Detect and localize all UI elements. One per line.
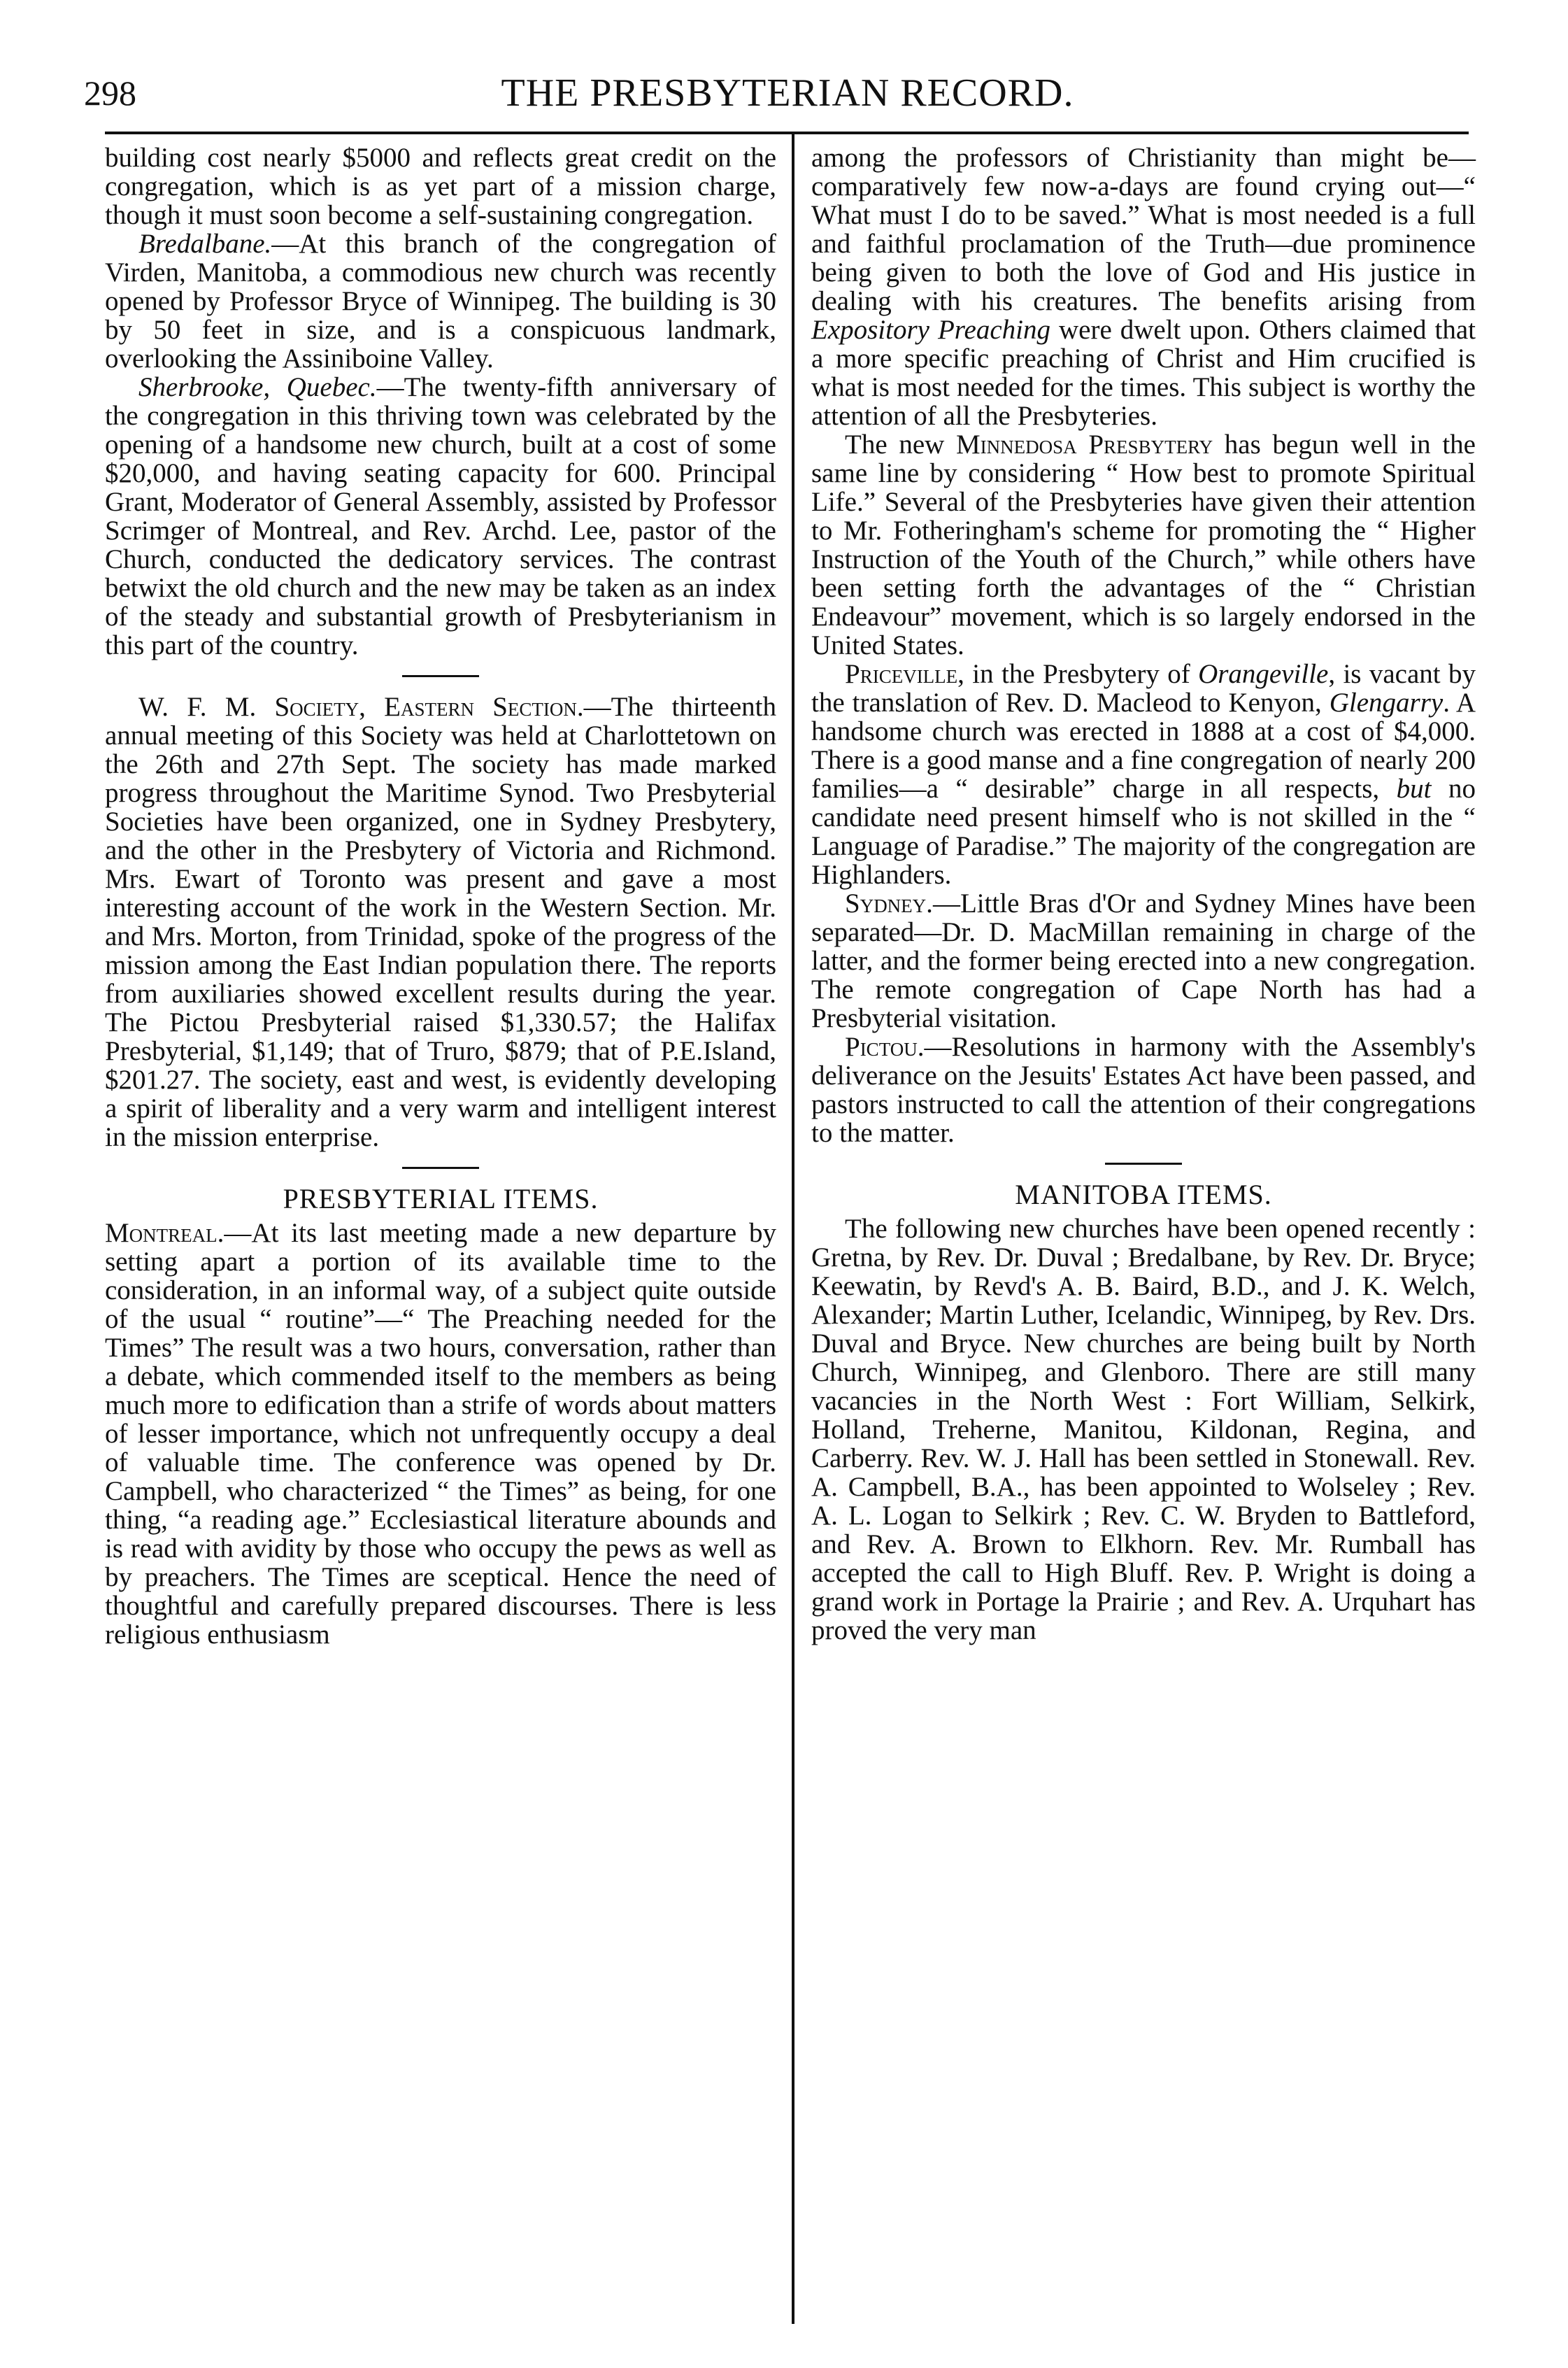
left-column <box>105 143 776 1649</box>
article-paragraph: The new Minnedosa Presbytery has begun well in the same line by considering “ How best to promote Spiritual Life.” Several of the Presbyteries have given their attention to Mr. Fotheringham's scheme for promoting the “ Higher Instruction of the Youth of the Church,” while others have been setting forth the advantages of the “ Christian Endeavour” movement, which is so largely endorsed in the United States. <box>811 430 1476 660</box>
article-paragraph: Pictou.—Resolutions in harmony with the Assembly's deliverance on the Jesuits' Estates Act have been passed, and pastors instructed to call the attention of their congregations to the matter. <box>811 1032 1476 1148</box>
article-paragraph: Sydney.—Little Bras d'Or and Sydney Mines have been separated—Dr. D. MacMillan remaining in charge of the latter, and the former being erected into a new congregation. The remote congregation of Cape North has had a Presbyterial visitation. <box>811 888 1476 1033</box>
section-rule <box>402 1167 479 1169</box>
place-name: Sydney. <box>845 888 933 919</box>
article-paragraph: The following new churches have been opened recently : Gretna, by Rev. Dr. Duval ; Bredalbane, by Rev. Dr. Bryce; Keewatin, by Revd's A. B. Baird, B.D., and J. K. Welch, Alexander; Martin Luther, Icelandic, Winnipeg, by Rev. Drs. Duval and Bryce. New churches are being built by North Church, Winnipeg, and Glenboro. There are still many vacancies in the North West : Fort William, Selkirk, Holland, Treherne, Manitou, Kildonan, Regina, and Carberry. Rev. W. J. Hall has been settled in Stonewall. Rev. A. Campbell, B.A., has been appointed to Wolseley ; Rev. A. L. Logan to Selkirk ; Rev. C. W. Bryden to Battleford, and Rev. A. Brown to Elkhorn. Rev. Mr. Rumball has accepted the call to High Bluff. Rev. P. Wright is doing a grand work in Portage la Prairie ; and Rev. A. Urquhart has proved the very man <box>811 1214 1476 1645</box>
place-name: Montreal. <box>105 1218 224 1248</box>
column-divider <box>792 134 794 2324</box>
article-paragraph: Sherbrooke, Quebec.—The twenty-fifth anniversary of the congregation in this thriving town was celebrated by the opening of a handsome new church, built at a cost of some $20,000, and having seating capacity for 600. Principal Grant, Moderator of General Assembly, assisted by Professor Scrimger of Montreal, and Rev. Archd. Lee, pastor of the Church, conducted the dedicatory services. The contrast betwixt the old church and the new may be taken as an index of the steady and substantial growth of Presbyterianism in this part of the country. <box>105 372 776 660</box>
article-paragraph: among the professors of Christianity than might be—comparatively few now-a-days are found crying out—“ What must I do to be saved.” What is most needed is a full and faithful proclamation of the Truth—due prominence being given to both the love of God and His justice in dealing with his creatures. The benefits arising from Expository Preaching were dwelt upon. Others claimed that a more specific preaching of Christ and Him crucified is what is most needed for the times. This subject is worthy the attention of all the Presbyteries. <box>811 143 1476 431</box>
running-title: THE PRESBYTERIAN RECORD. <box>501 71 1074 115</box>
article-paragraph: Priceville, in the Presbytery of Orangeville, is vacant by the translation of Rev. D. Macleod to Kenyon, Glengarry. A handsome church was erected in 1888 at a cost of $4,000. There is a good manse and a fine congregation of nearly 200 families—a “ desirable” charge in all respects, but no candidate need present himself who is not skilled in the “ Language of Paradise.” The majority of the congregation are Highlanders. <box>811 659 1476 890</box>
section-heading-presbyterial-items: PRESBYTERIAL ITEMS. <box>283 1183 599 1214</box>
place-name: Bredalbane. <box>138 229 272 259</box>
right-column <box>811 143 1476 1645</box>
page-number: 298 <box>84 73 136 113</box>
section-heading-manitoba-items: MANITOBA ITEMS. <box>1015 1179 1272 1210</box>
article-paragraph: Bredalbane.—At this branch of the congregation of Virden, Manitoba, a commodious new church was recently opened by Professor Bryce of Winnipeg. The building is 30 by 50 feet in size, and is a conspicuous landmark, overlooking the Assiniboine Valley. <box>105 229 776 374</box>
article-paragraph: building cost nearly $5000 and reflects great credit on the congregation, which is as yet part of a mission charge, though it must soon become a self-sustaining congregation. <box>105 143 776 230</box>
article-paragraph: Montreal.—At its last meeting made a new departure by setting apart a portion of its available time to the consideration, in an informal way, of a subject quite outside of the usual “ routine”—“ The Preaching needed for the Times” The result was a two hours, conversation, rather than a debate, which commended itself to the members as being much more to edification than a strife of words about matters of lesser importance, which not unfrequently occupy a deal of valuable time. The conference was opened by Dr. Campbell, who characterized “ the Times” as being, for one thing, “a reading age.” Ecclesiastical literature abounds and is read with avidity by those who occupy the pews as well as by preachers. The Times are sceptical. Hence the need of thoughtful and carefully prepared discourses. There is less religious enthusiasm <box>105 1218 776 1650</box>
place-name: Pictou. <box>845 1032 925 1062</box>
place-name: Priceville <box>845 659 958 689</box>
section-rule <box>1105 1163 1182 1165</box>
presbytery-name: Minnedosa Presbytery <box>956 430 1213 460</box>
page-header <box>84 62 1491 125</box>
header-rule <box>105 132 1469 134</box>
place-name: Sherbrooke, Quebec. <box>138 372 377 402</box>
article-paragraph: W. F. M. Society, Eastern Section.—The thirteenth annual meeting of this Society was held at Charlottetown on the 26th and 27th Sept. The society has made marked progress throughout the Maritime Synod. Two Presbyterial Societies have been organized, one in Sydney Presbytery, and the other in the Presbytery of Victoria and Richmond. Mrs. Ewart of Toronto was present and gave a most interesting account of the work in the Western Section. Mr. and Mrs. Morton, from Trinidad, spoke of the progress of the mission among the East Indian population there. The reports from auxiliaries showed excellent results during the year. The Pictou Presbyterial raised $1,330.57; the Halifax Presbyterial, $1,149; that of Truro, $879; that of P.E.Island, $201.27. The society, east and west, is evidently developing a spirit of liberality and a very warm and intelligent interest in the mission enterprise. <box>105 692 776 1152</box>
society-name: W. F. M. Society, Eastern Section. <box>138 692 584 722</box>
section-rule <box>402 675 479 677</box>
